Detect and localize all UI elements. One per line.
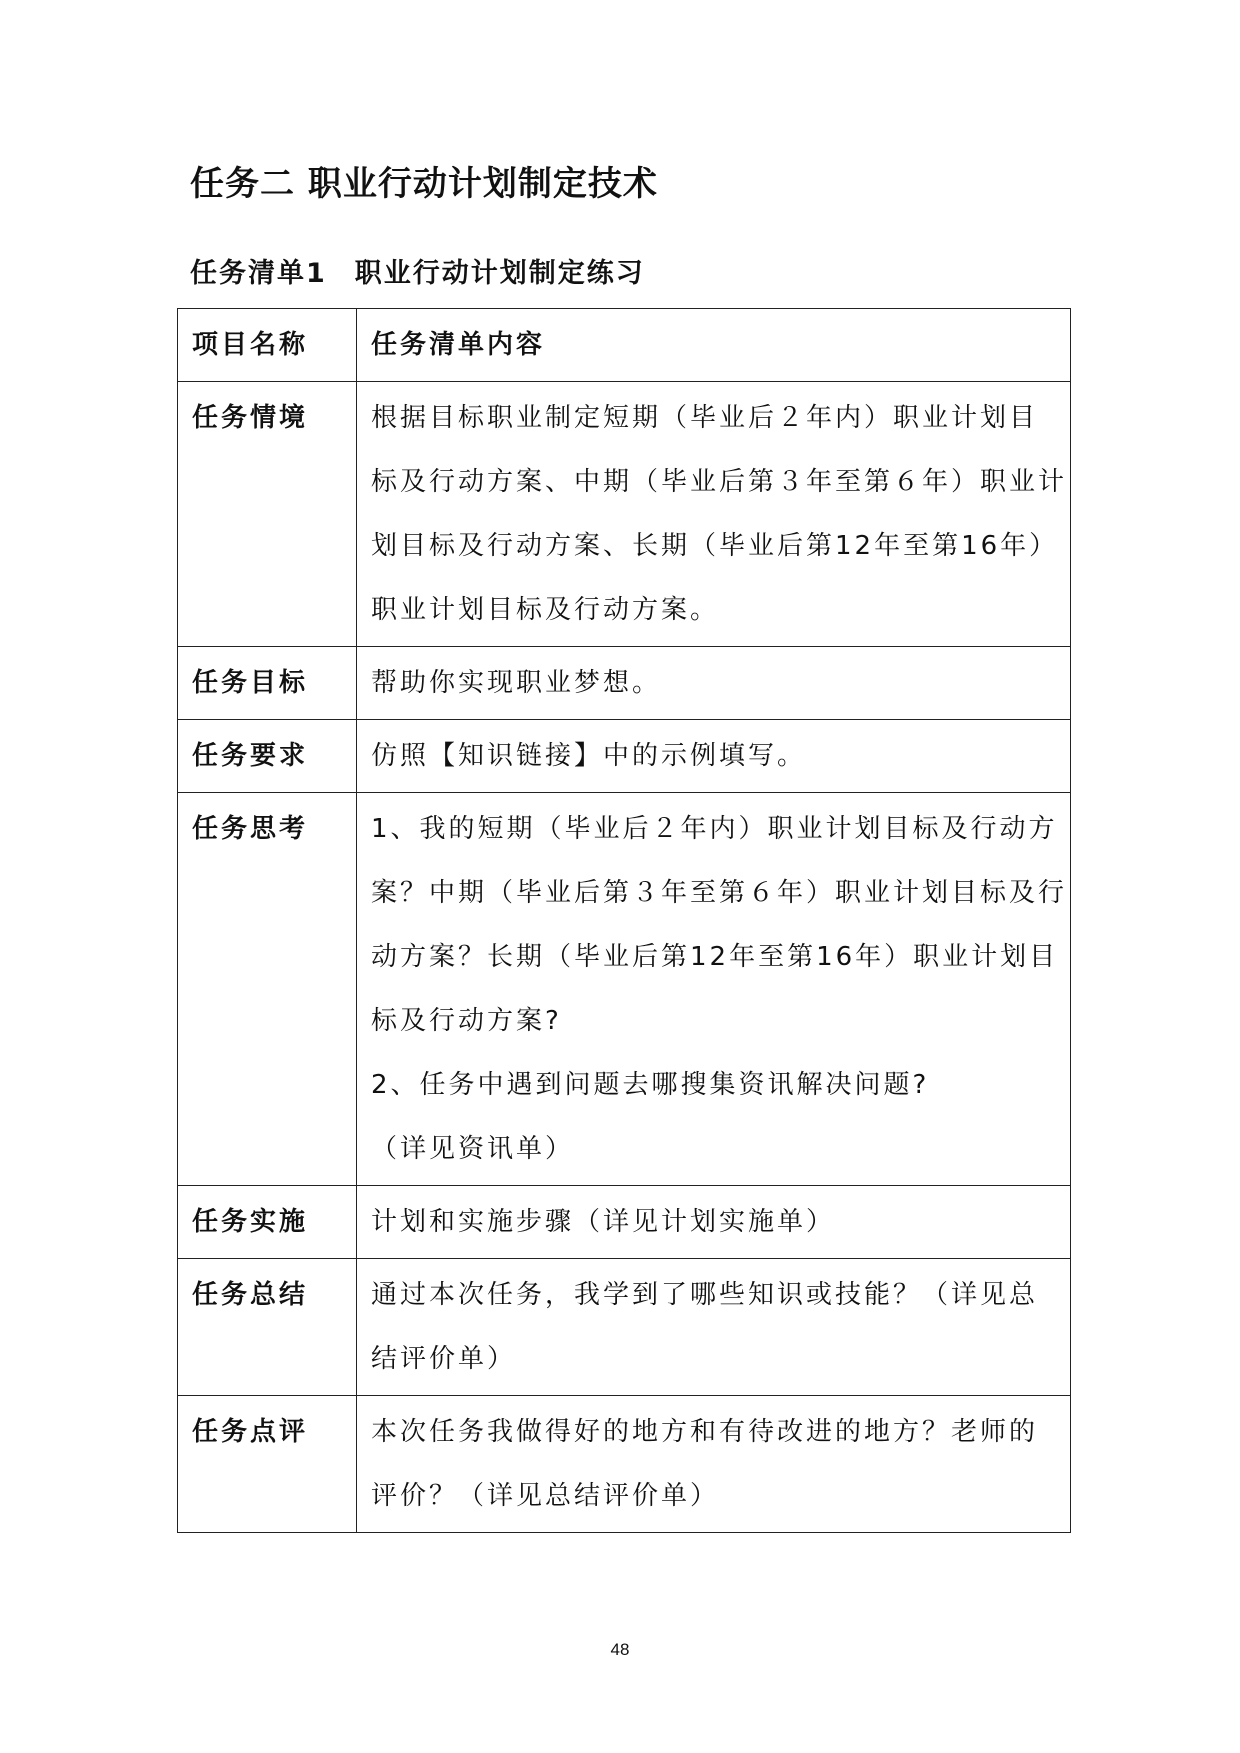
row-label-summary: 任务总结 [178,1259,357,1396]
task-list-number: 任务清单1 [190,258,327,289]
row-content-scenario [357,382,1071,647]
table-row [178,1396,1071,1533]
header-label-cell: 项目名称 [178,309,357,382]
table-header-row [178,309,1071,382]
content-line: 标及行动方案? [371,1006,562,1036]
table-row [178,382,1071,647]
content-line: 本次任务我做得好的地方和有待改进的地方？老师的 [371,1417,1039,1447]
row-label-scenario: 任务情境 [178,382,357,647]
table-row [178,1186,1071,1259]
row-content-requirement [357,720,1071,793]
row-content-review [357,1396,1071,1533]
content-line: 评价？（详见总结评价单） [371,1481,720,1511]
content-line: 案？中期（毕业后第３年至第６年）职业计划目标及行 [371,878,1068,908]
header-content-cell: 任务清单内容 [357,309,1071,382]
row-label-thinking: 任务思考 [178,793,357,1186]
task-list-title [190,254,645,294]
table-row [178,1259,1071,1396]
row-label-requirement: 任务要求 [178,720,357,793]
row-content-implementation [357,1186,1071,1259]
content-line: 1、我的短期（毕业后２年内）职业计划目标及行动方 [371,814,1058,844]
content-line: 结评价单） [371,1344,517,1374]
page-title: 任务二 职业行动计划制定技术 [190,164,658,204]
row-content-thinking [357,793,1071,1186]
row-label-review: 任务点评 [178,1396,357,1533]
content-line: 通过本次任务，我学到了哪些知识或技能？（详见总 [371,1280,1039,1310]
task-list-name: 职业行动计划制定练习 [354,258,645,289]
content-line: （详见资讯单） [371,1134,575,1164]
content-line: 2、任务中遇到问题去哪搜集资讯解决问题? [371,1070,930,1100]
content-line: 动方案？长期（毕业后第12年至第16年）职业计划目 [371,942,1059,972]
content-line: 根据目标职业制定短期（毕业后２年内）职业计划目 [371,403,1039,433]
content-line: 标及行动方案、中期（毕业后第３年至第６年）职业计 [371,467,1068,497]
content-line: 帮助你实现职业梦想。 [371,668,662,698]
row-label-implementation: 任务实施 [178,1186,357,1259]
content-line: 计划和实施步骤（详见计划实施单） [371,1207,836,1237]
table-row [178,647,1071,720]
content-line: 划目标及行动方案、长期（毕业后第12年至第16年） [371,531,1059,561]
row-content-summary [357,1259,1071,1396]
content-line: 职业计划目标及行动方案。 [371,595,720,625]
table-row [178,793,1071,1186]
row-content-goal [357,647,1071,720]
content-line: 仿照【知识链接】中的示例填写。 [371,741,807,771]
page-number: 48 [610,1640,630,1659]
table-row [178,720,1071,793]
row-label-goal: 任务目标 [178,647,357,720]
task-list-table [177,308,1071,1533]
